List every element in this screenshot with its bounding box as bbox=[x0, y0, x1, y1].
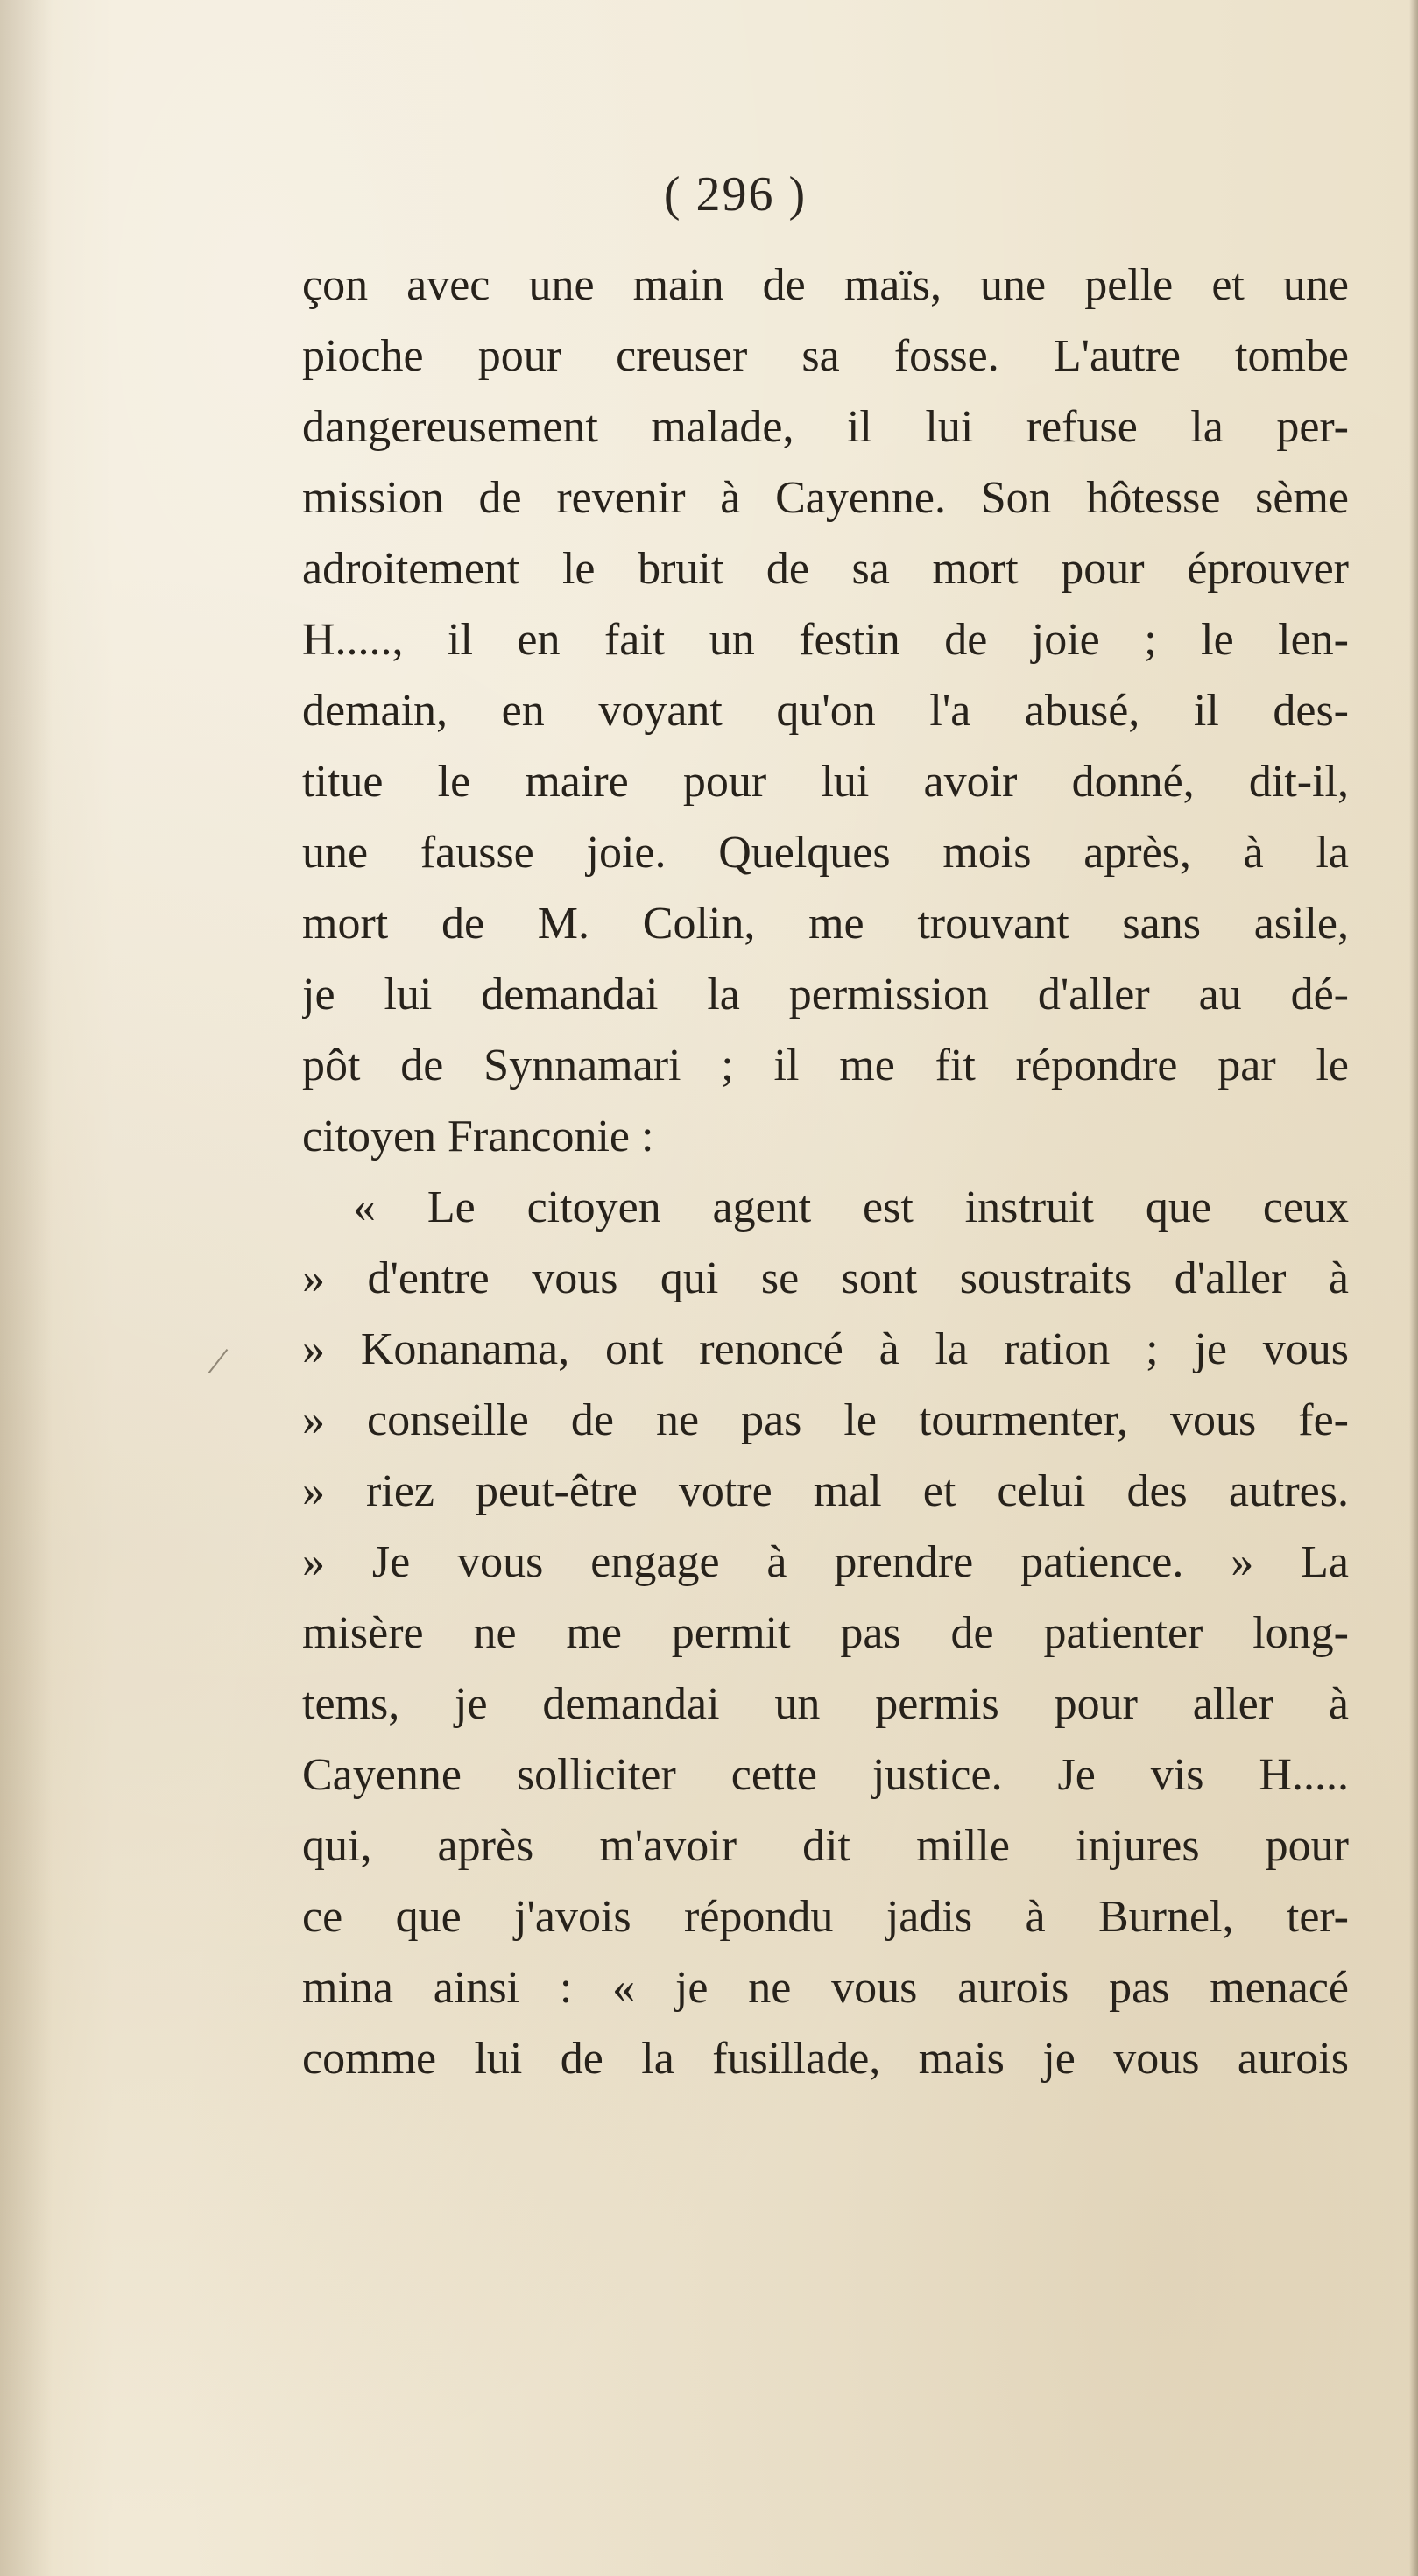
text-line: » Je vous engage à prendre patience. » La bbox=[302, 1537, 1349, 1587]
text-line: misère ne me permit pas de patienter long- bbox=[302, 1608, 1349, 1658]
text-line: adroitement le bruit de sa mort pour éprouver bbox=[302, 544, 1349, 594]
text-line: pôt de Synnamari ; il me fit répondre par le bbox=[302, 1041, 1349, 1090]
text-line: pioche pour creuser sa fosse. L'autre tombe bbox=[302, 331, 1349, 381]
text-line: » d'entre vous qui se sont soustraits d'aller à bbox=[302, 1253, 1349, 1303]
text-line: tems, je demandai un permis pour aller à bbox=[302, 1679, 1349, 1729]
text-line: dangereusement malade, il lui refuse la per- bbox=[302, 402, 1349, 452]
text-line: une fausse joie. Quelques mois après, à la bbox=[302, 828, 1349, 878]
text-line: comme lui de la fusillade, mais je vous aurois bbox=[302, 2034, 1349, 2084]
text-line: mort de M. Colin, me trouvant sans asile, bbox=[302, 899, 1349, 949]
text-line: ce que j'avois répondu jadis à Burnel, ter- bbox=[302, 1892, 1349, 1942]
text-line: mission de revenir à Cayenne. Son hôtesse sème bbox=[302, 473, 1349, 523]
text-line: demain, en voyant qu'on l'a abusé, il des- bbox=[302, 686, 1349, 736]
text-line: » riez peut-être votre mal et celui des autres. bbox=[302, 1466, 1349, 1516]
text-line: H....., il en fait un festin de joie ; le len- bbox=[302, 615, 1349, 665]
text-line: citoyen Franconie : bbox=[302, 1112, 654, 1161]
text-line: je lui demandai la permission d'aller au dé- bbox=[302, 970, 1349, 1020]
text-line: » Konanama, ont renoncé à la ration ; je vous bbox=[302, 1324, 1349, 1374]
text-line: « Le citoyen agent est instruit que ceux bbox=[353, 1182, 1349, 1232]
page-number: ( 296 ) bbox=[663, 167, 808, 222]
text-line: titue le maire pour lui avoir donné, dit-il, bbox=[302, 757, 1349, 807]
page-edge bbox=[1409, 0, 1418, 2576]
text-line: qui, après m'avoir dit mille injures pour bbox=[302, 1821, 1349, 1871]
stray-pen-mark bbox=[208, 1349, 229, 1373]
text-line: çon avec une main de maïs, une pelle et une bbox=[302, 260, 1349, 310]
binding-gutter-shadow bbox=[0, 0, 53, 2576]
text-line: Cayenne solliciter cette justice. Je vis H..... bbox=[302, 1750, 1349, 1800]
text-line: mina ainsi : « je ne vous aurois pas menacé bbox=[302, 1963, 1349, 2013]
text-line: » conseille de ne pas le tourmenter, vous fe- bbox=[302, 1395, 1349, 1445]
body-text bbox=[302, 250, 1349, 2094]
